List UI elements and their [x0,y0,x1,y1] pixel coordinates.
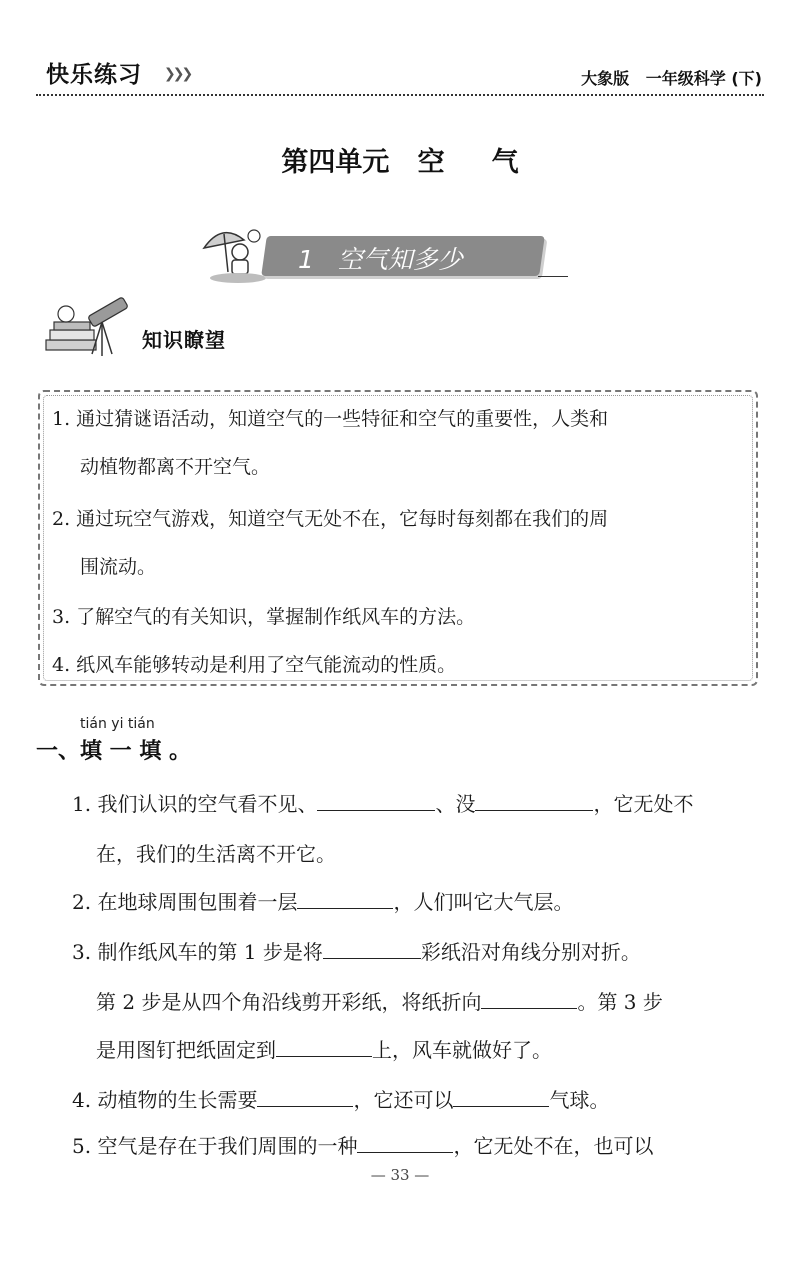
goal-2-line-1: 2. 通过玩空气游戏，知道空气无处不在，它每时每刻都在我们的周 [52,508,609,530]
question-2: 2. 在地球周围包围着一层 ，人们叫它大气层。 [72,886,573,915]
goal-3: 3. 了解空气的有关知识，掌握制作纸风车的方法。 [52,606,476,628]
page-number: — 33 — [370,1166,430,1184]
publisher-grade: 大象版 一年级科学 (下) [581,69,762,88]
learning-goals-box [38,390,758,686]
question-5: 5. 空气是存在于我们周围的一种 ，它无处不在，也可以 [72,1130,653,1159]
unit-title: 第四单元 空 气 [281,147,519,178]
answer-blank[interactable] [453,1085,549,1107]
answer-blank[interactable] [257,1085,353,1107]
goal-2-line-2: 围流动。 [80,556,157,578]
answer-blank[interactable] [357,1131,453,1153]
book-brand: 快乐练习 [46,62,142,88]
header-divider [36,94,764,96]
chevrons-icon: ❯❯❯ [164,66,191,82]
answer-blank[interactable] [481,987,577,1009]
lesson-title: 1 空气知多少 [298,245,463,274]
answer-blank[interactable] [297,887,393,909]
banner-underline [538,276,568,277]
lesson-banner [198,222,568,284]
exercise-heading: 一、填 一 填 。 [36,738,191,764]
goal-1-line-1: 1. 通过猜谜语活动，知道空气的一些特征和空气的重要性，人类和 [52,408,609,430]
answer-blank[interactable] [276,1035,372,1057]
section-badge-label: 知识瞭望 [142,328,226,352]
question-1-line-2: 在，我们的生活离不开它。 [96,842,336,866]
question-4: 4. 动植物的生长需要 ，它还可以 气球。 [72,1084,609,1113]
page-header [36,52,764,96]
goal-1-line-2: 动植物都离不开空气。 [80,456,271,478]
answer-blank[interactable] [317,789,435,811]
umbrella-cartoon-icon [198,222,268,284]
question-3-line-3: 是用图钉把纸固定到 上，风车就做好了。 [96,1034,552,1063]
question-3-line-1: 3. 制作纸风车的第 1 步是将 彩纸沿对角线分别对折。 [72,936,641,965]
question-1-line-1: 1. 我们认识的空气看不见、 、没 ，它无处不 [72,788,693,817]
section-badge [40,288,280,364]
answer-blank[interactable] [323,937,421,959]
goal-4: 4. 纸风车能够转动是利用了空气能流动的性质。 [52,654,457,676]
telescope-books-icon [40,288,140,364]
answer-blank[interactable] [475,789,593,811]
question-3-line-2: 第 2 步是从四个角沿线剪开彩纸，将纸折向 。第 3 步 [96,986,663,1015]
heading-pinyin: tián yi tián [80,716,155,732]
